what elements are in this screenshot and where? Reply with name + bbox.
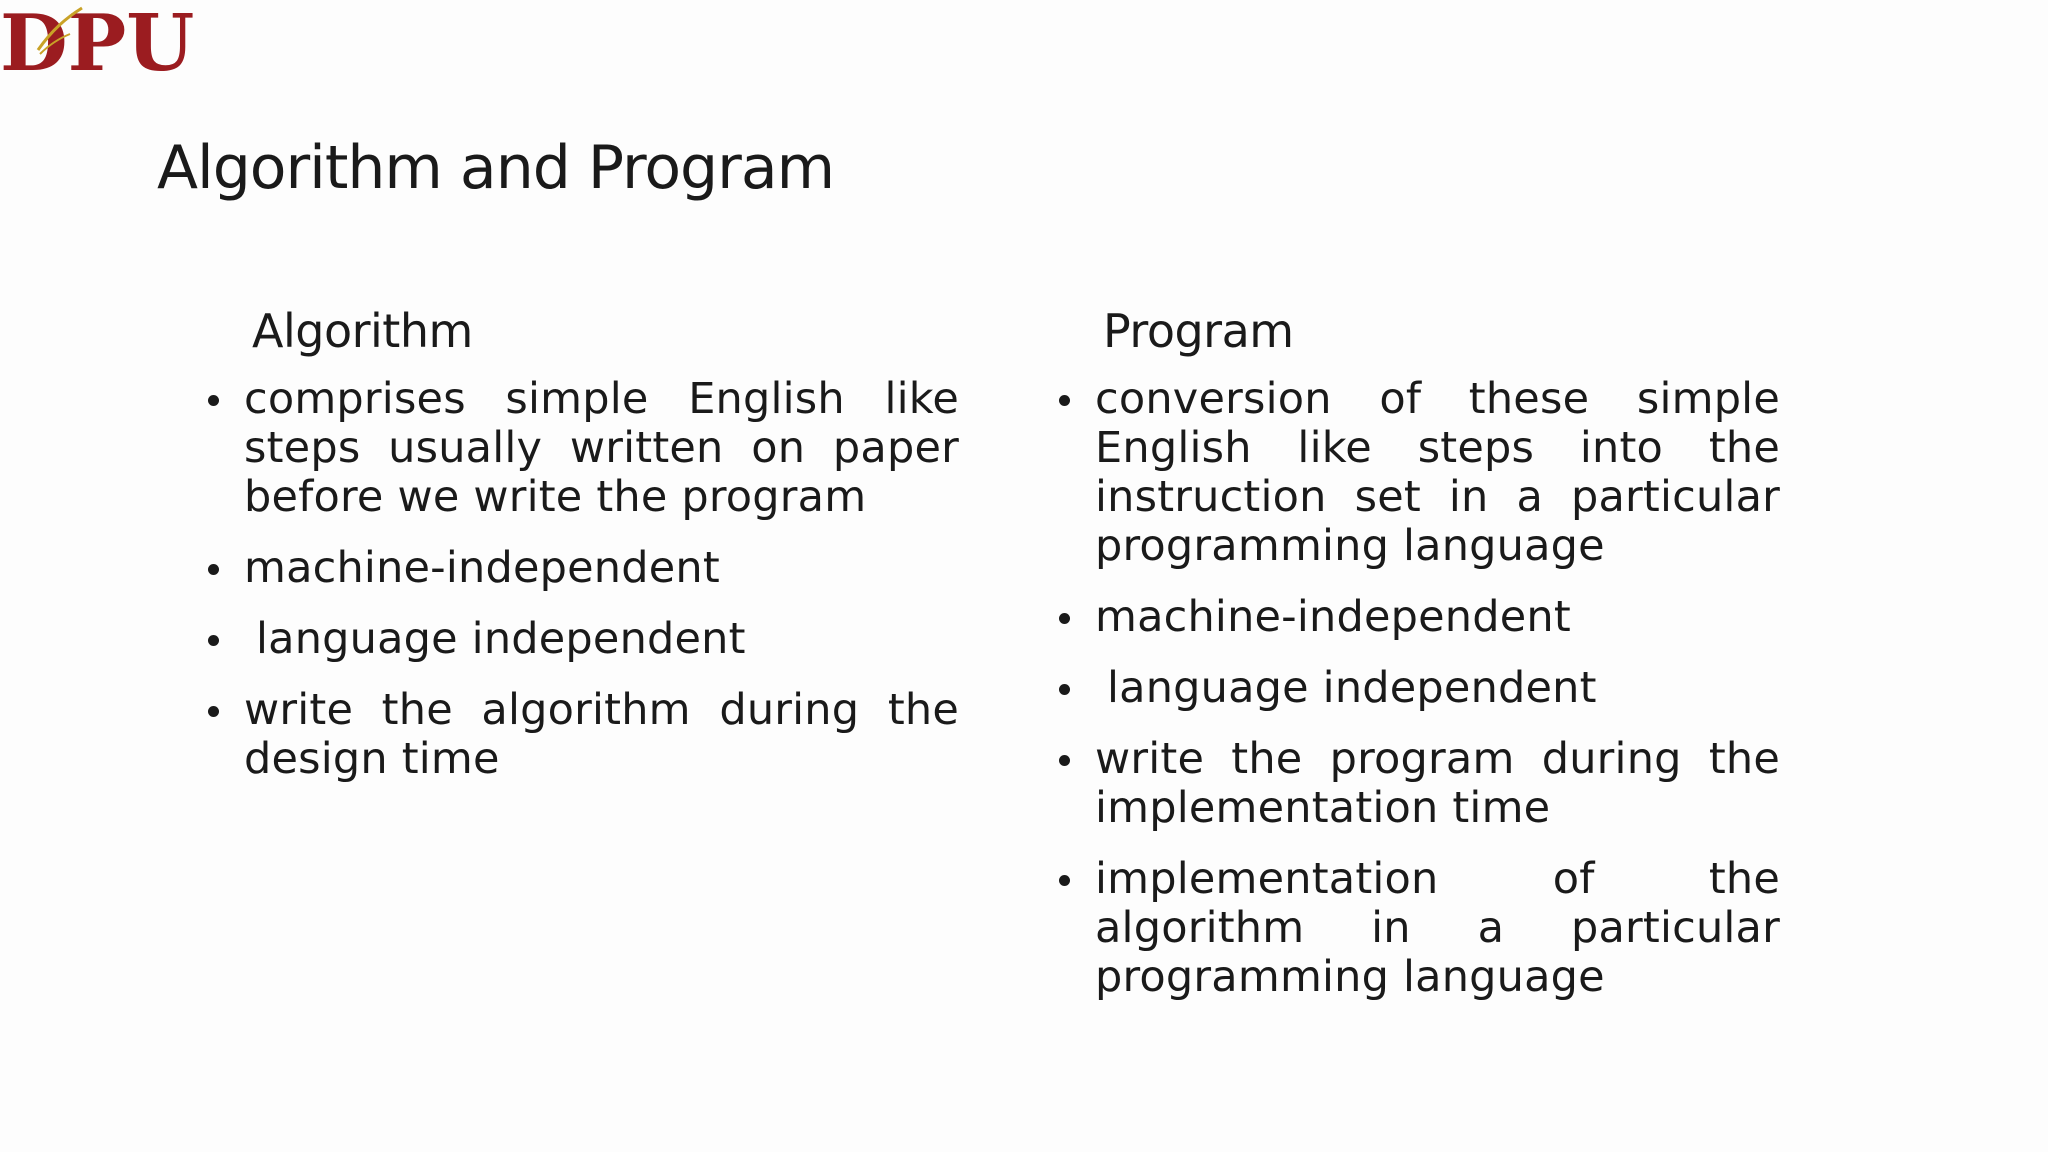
- program-list: [1055, 375, 1780, 1002]
- list-item: comprises simple English like steps usually written on paper before we write the program: [204, 375, 959, 522]
- list-item: machine-independent: [204, 544, 959, 593]
- list-item: language independent: [1055, 664, 1780, 713]
- list-item: machine-independent: [1055, 593, 1780, 642]
- algorithm-heading: Algorithm: [252, 304, 473, 358]
- program-column: [1055, 304, 1780, 1024]
- list-item: language independent: [204, 615, 959, 664]
- slide-title: Algorithm and Program: [157, 133, 835, 203]
- list-item: write the program during the implementation time: [1055, 735, 1780, 833]
- list-item: implementation of the algorithm in a particular programming language: [1055, 855, 1780, 1002]
- algorithm-list: [204, 375, 1004, 784]
- program-heading: Program: [1103, 304, 1294, 358]
- logo-text: DPU: [0, 0, 195, 80]
- dpu-logo: [0, 0, 225, 80]
- algorithm-column: [204, 304, 1004, 806]
- list-item: conversion of these simple English like steps into the instruction set in a particular programming language: [1055, 375, 1780, 571]
- list-item: write the algorithm during the design time: [204, 686, 959, 784]
